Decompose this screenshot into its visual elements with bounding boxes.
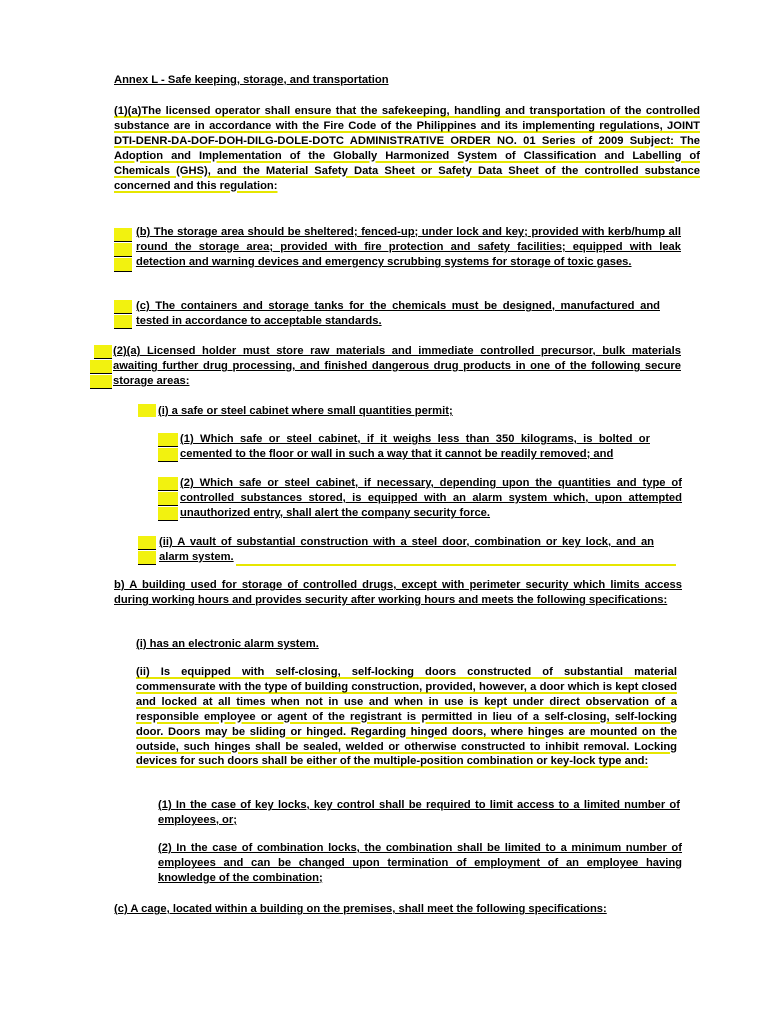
- paragraph-1a-text: (1)(a)The licensed operator shall ensure that the safekeeping, handling and transportation of the controlled substance are in accordance with the Fire Code of the Philippines and its implementing regulations, JOINT DTI-DENR-DA-DOF-DOH-DILG-DOLE-DOTC ADMINISTRATIVE ORDER NO. 01 Series of 2009 Subject: The Adoption and Implementation of the Globally Harmonized System of Classification and Labelling of Chemicals (GHS), and the Material Safety Data Sheet or Safety Data Sheet of the controlled substance concerned and this regulation:: [114, 105, 700, 192]
- paragraph-b-ii-2: [158, 841, 682, 886]
- title-text: Annex L - Safe keeping, storage, and transportation: [114, 74, 389, 86]
- paragraph-b-ii: [136, 665, 677, 769]
- paragraph-1c: [136, 299, 660, 329]
- paragraph-b-text: b) A building used for storage of controlled drugs, except with perimeter security which limits access during working hours and provides security after working hours and meets the following specifications:: [114, 579, 682, 606]
- paragraph-b-ii-1-text: (1) In the case of key locks, key control shall be required to limit access to a limited number of employees, or;: [158, 799, 680, 826]
- paragraph-c: [114, 902, 684, 917]
- document-title: [114, 73, 674, 88]
- paragraph-1c-text: (c) The containers and storage tanks for the chemicals must be designed, manufactured and tested in accordance to acceptable standards.: [136, 300, 660, 327]
- paragraph-b: [114, 578, 682, 608]
- paragraph-b-i-text: (i) has an electronic alarm system.: [136, 638, 319, 650]
- paragraph-2a-i-2-text: (2) Which safe or steel cabinet, if necessary, depending upon the quantities and type of controlled substances stored, is equipped with an alarm system which, upon attempted unauthorized entry, shall alert the company security force.: [180, 477, 682, 519]
- paragraph-2a-i-text: (i) a safe or steel cabinet where small quantities permit;: [158, 405, 453, 417]
- paragraph-2a: [113, 344, 681, 389]
- paragraph-2a-i-1: [180, 432, 650, 462]
- paragraph-b-ii-text: (ii) Is equipped with self-closing, self-locking doors constructed of substantial material commensurate with the type of building construction, provided, however, a door which is kept closed and locked at all times when not in use and when in use is kept under direct observation of a responsible employee or agent of the registrant is permitted in lieu of a self-closing, self-locking door. Doors may be sliding or hinged. Regarding hinged doors, where hinges are mounted on the outside, such hinges shall be sealed, welded or otherwise constructed to inhibit removal. Locking devices for such doors shall be either of the multiple-position combination or key-lock type and:: [136, 666, 677, 768]
- paragraph-2a-text: (2)(a) Licensed holder must store raw materials and immediate controlled precursor, bulk materials awaiting further drug processing, and finished dangerous drug products in one of the following secure storage areas:: [113, 345, 681, 387]
- paragraph-c-text: (c) A cage, located within a building on the premises, shall meet the following specifications:: [114, 903, 607, 915]
- paragraph-1a: [114, 104, 700, 193]
- paragraph-2a-i: [158, 404, 578, 419]
- paragraph-1b-text: (b) The storage area should be sheltered; fenced-up; under lock and key; provided with kerb/hump all round the storage area; provided with fire protection and safety facilities; equipped with leak detection and warning devices and emergency scrubbing systems for storage of toxic gases.: [136, 226, 681, 268]
- paragraph-2a-i-2: [180, 476, 682, 521]
- paragraph-b-ii-1: [158, 798, 680, 828]
- paragraph-2a-ii: [159, 535, 654, 565]
- paragraph-1b: [136, 225, 681, 270]
- paragraph-2a-i-1-text: (1) Which safe or steel cabinet, if it weighs less than 350 kilograms, is bolted or cemented to the floor or wall in such a way that it cannot be readily removed; and: [180, 433, 650, 460]
- paragraph-2a-ii-text: (ii) A vault of substantial construction with a steel door, combination or key lock, and an alarm system.: [159, 536, 654, 563]
- paragraph-b-ii-2-text: (2) In the case of combination locks, the combination shall be limited to a minimum number of employees and can be changed upon termination of employment of an employee having knowledge of the combination;: [158, 842, 682, 884]
- paragraph-b-i: [136, 637, 436, 652]
